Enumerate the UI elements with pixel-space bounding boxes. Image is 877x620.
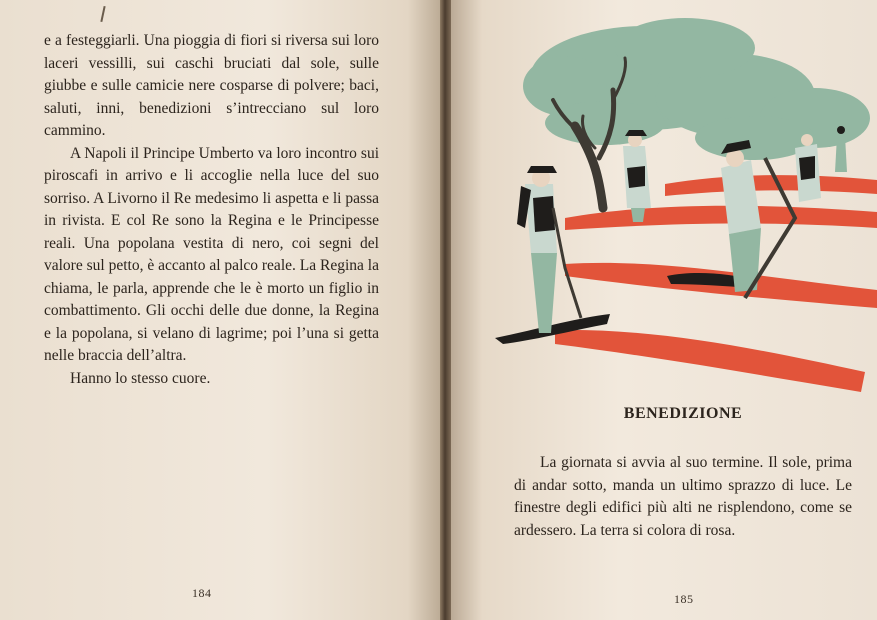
worker-figure-middle [623, 130, 651, 222]
left-page-text [44, 30, 379, 390]
pencil-mark [100, 6, 105, 22]
olive-tree-foliage [523, 18, 870, 160]
page-number-right: 185 [674, 592, 694, 606]
paragraph: La giornata si avvia al suo termine. Il sole, prima di andar sotto, manda un ultimo sprazzo di luce. Le finestre degli edifici più alti ne risplendono, come se ardessero. La terra si colora di rosa. [514, 454, 852, 539]
worker-figure-left [517, 166, 581, 333]
paragraph: Hanno lo stesso cuore. [70, 369, 211, 387]
illustration-farm-workers [495, 8, 877, 394]
chapter-title: BENEDIZIONE [623, 405, 743, 422]
book-gutter [440, 0, 451, 620]
paragraph: A Napoli il Principe Umberto va loro incontro sui piroscafi in arrivo e li accoglie nella luce del suo sorriso. A Livorno il Re medesimo li aspetta e li passa in rivista. E col Re sono la Regina e le Principesse reali. Una popolana vestita di nero, coi segni del valore sul petto, è accanto al palco reale. La Regina la chiama, le parla, apprende che le è morto un figlio in combattimento. Gli occhi delle due donne, la Regina e la popolana, si velano di lagrime; poi l’una si getta nelle braccia dell’altra. [44, 144, 379, 364]
right-page-text [514, 452, 852, 542]
page-number-left: 184 [192, 586, 212, 600]
paragraph: e a festeggiarli. Una pioggia di fiori si riversa sui loro laceri vessilli, sui caschi bruciati dal sole, sulle giubbe e sulle camicie nere cosparse di polvere; baci, saluti, inni, benedizioni s’intrecciano sul loro cammino. [44, 32, 379, 139]
